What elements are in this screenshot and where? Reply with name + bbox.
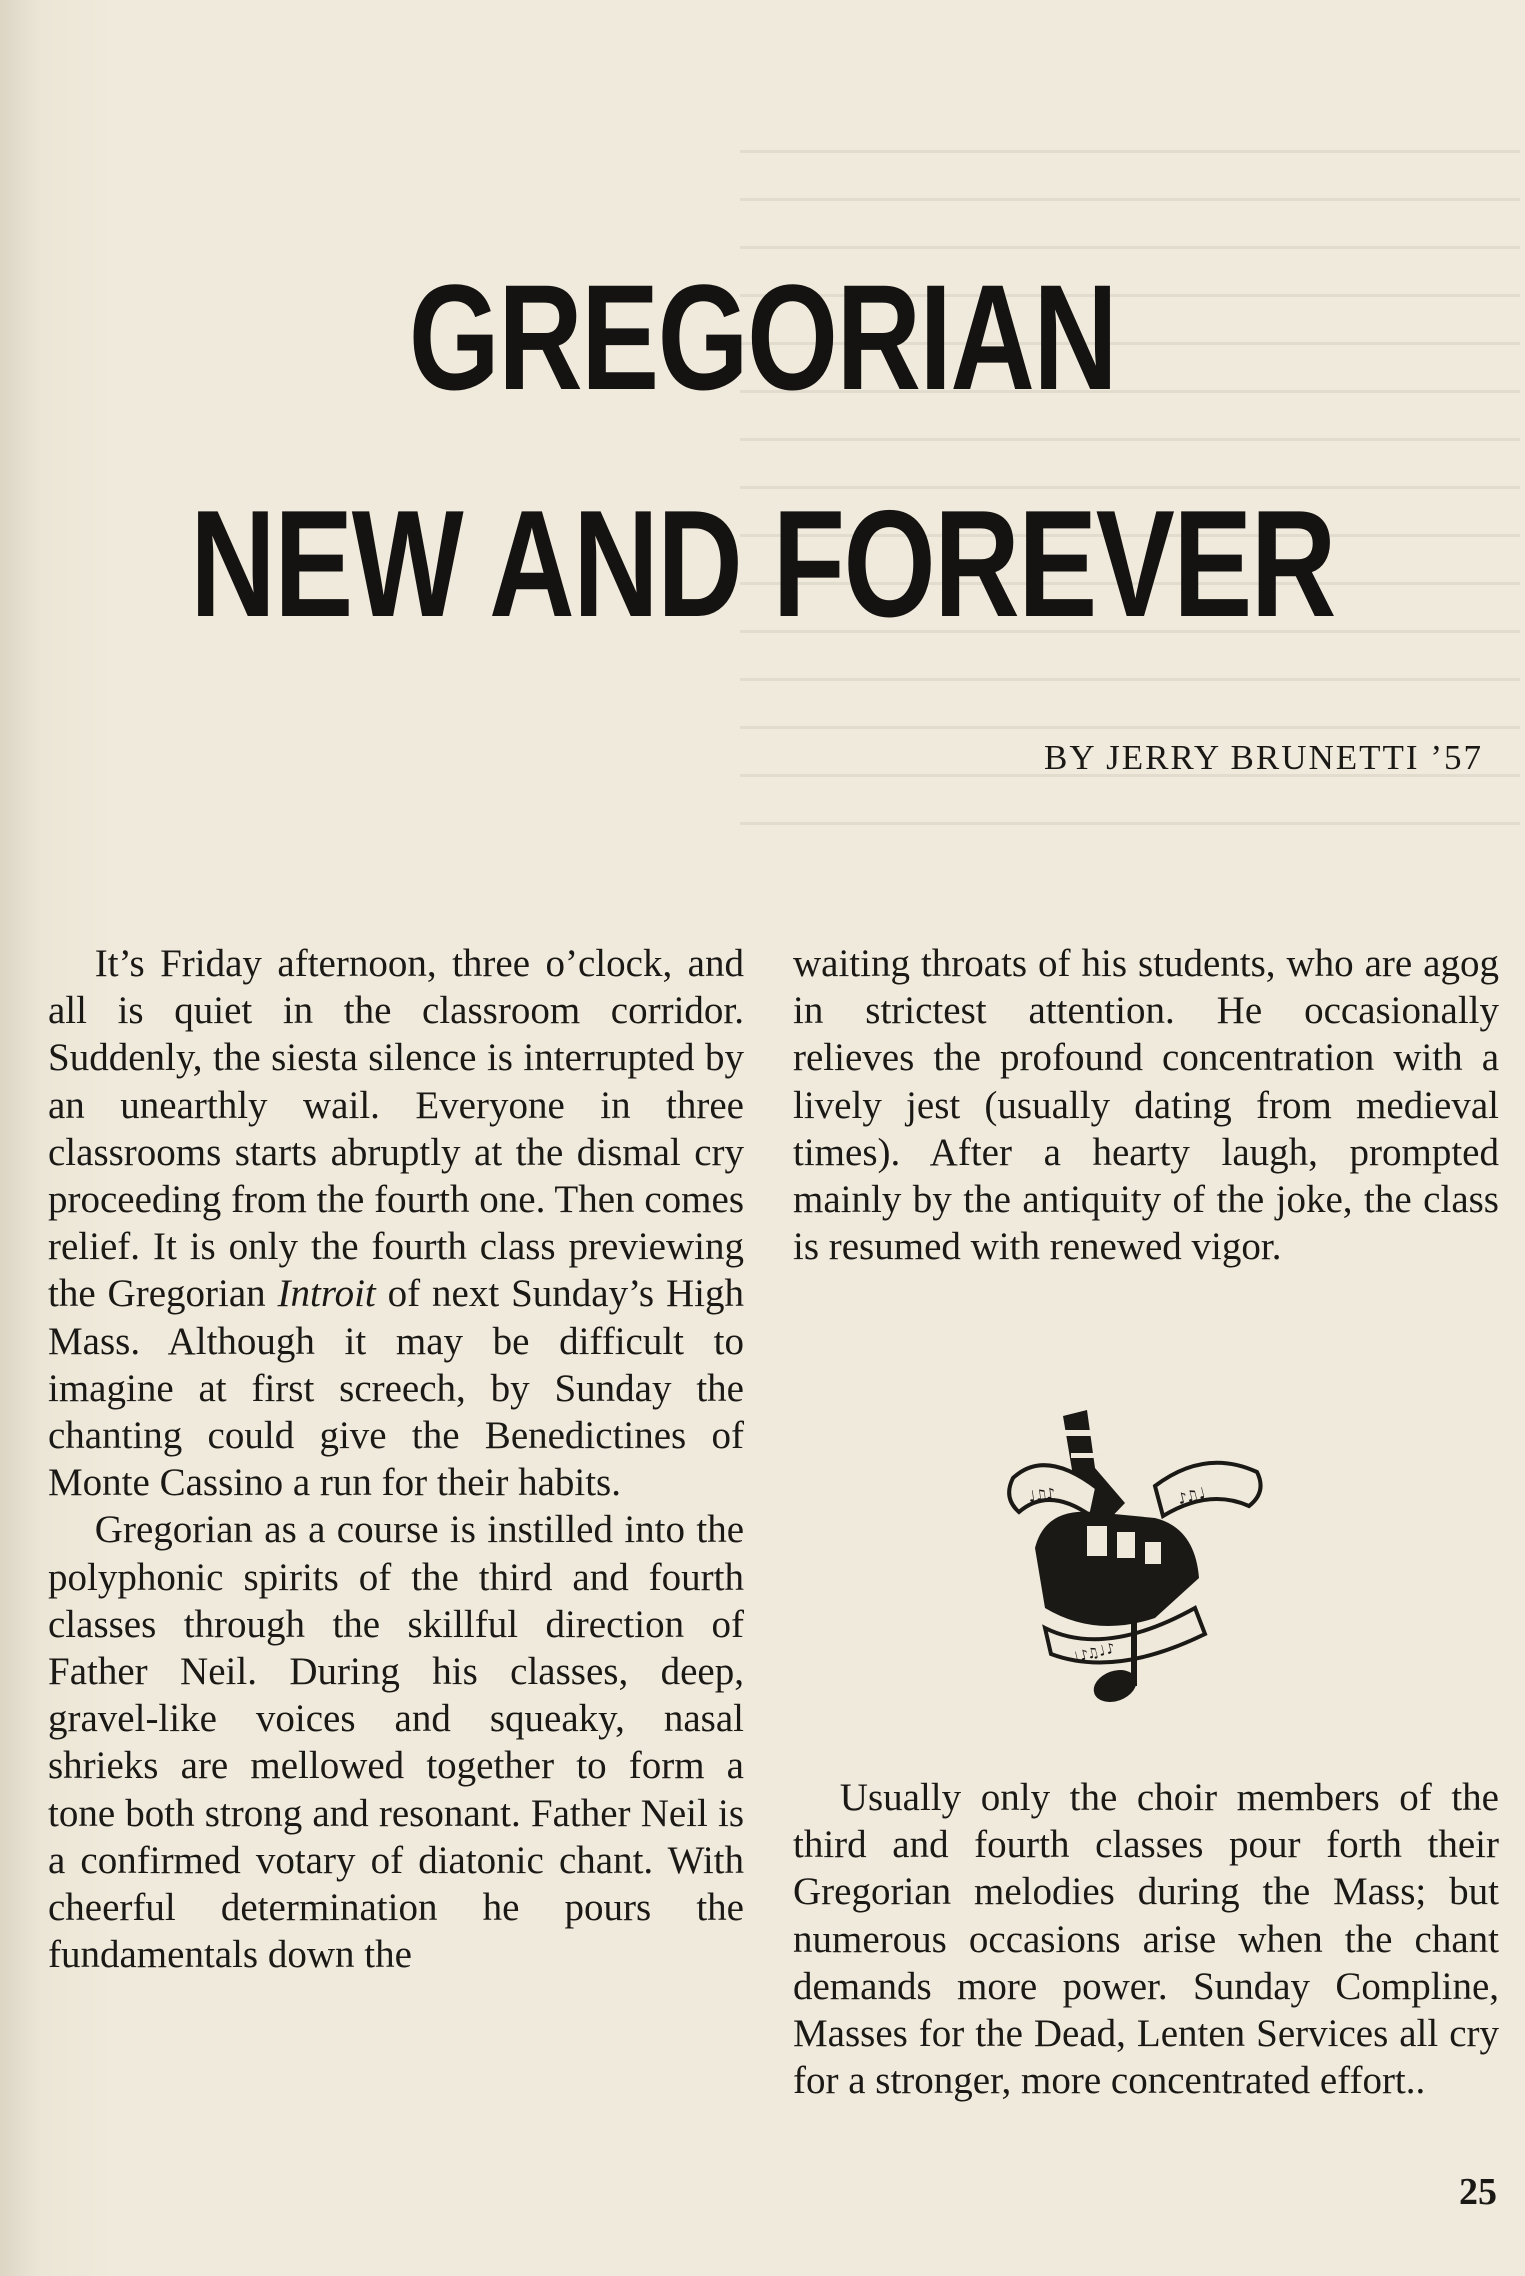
paragraph-1-text: It’s Friday afternoon, three o’clock, and all is quiet in the classroom corridor. Suddenly, the siesta silence is interrupted by an unearthly wail. Everyone in three classrooms starts abruptly at the dismal cry proceeding from the fourth one. Then comes relief. It is only the fourth class previewing the Gregorian bbox=[48, 942, 744, 1316]
paragraph-1-end: of next Sunday’s High Mass. Although it may be difficult to imagine at first screech, by Sunday the chanting could give the Benedictines of Monte Cassino a run for their habits. bbox=[48, 1272, 744, 1505]
paragraph-2: Gregorian as a course is instilled into the polyphonic spirits of the third and fourth classes through the skillful direction of Father Neil. During his classes, deep, gravel-like voices and squeaky, nasal shrieks are mellowed together to form a tone both strong and resonant. Father Neil is a confirmed votary of diatonic chant. With cheerful determination he pours the fundamentals down the bbox=[48, 1508, 744, 1977]
svg-text:♩♫♪: ♩♫♪ bbox=[1025, 1483, 1057, 1507]
article-title-line-2: NEW AND FOREVER bbox=[190, 479, 1335, 649]
page-number: 25 bbox=[1459, 2171, 1497, 2213]
gregorian-chant-emblem-icon bbox=[1005, 1408, 1265, 1713]
paragraph-3: Usually only the choir members of the third and fourth classes pour forth their Gregorian melodies during the Mass; but numerous occasions arise when the chant demands more power. Sunday Compline, Masses for the Dead, Lenten Services all cry for a stronger, more concentrated effort.. bbox=[793, 1776, 1499, 2103]
svg-text:♪♫♩: ♪♫♩ bbox=[1175, 1483, 1209, 1509]
right-column-bottom bbox=[793, 1774, 1499, 2104]
paragraph-2-continued: waiting throats of his students, who are agog in strictest attention. He occasionally relieves the profound concentration with a lively jest (usually dating from medieval times). After a hearty laugh, prompted mainly by the antiquity of the joke, the class is resumed with renewed vigor. bbox=[793, 942, 1499, 1269]
article-byline: BY JERRY BRUNETTI ’57 bbox=[1044, 738, 1483, 777]
right-column-top bbox=[793, 940, 1499, 1270]
article-title-line-1: GREGORIAN bbox=[408, 253, 1117, 421]
left-column bbox=[48, 940, 744, 1978]
svg-text:♩♪♫♩♪: ♩♪♫♩♪ bbox=[1068, 1638, 1117, 1668]
introit-italic: Introit bbox=[277, 1272, 376, 1316]
paragraph-1 bbox=[48, 940, 744, 1506]
